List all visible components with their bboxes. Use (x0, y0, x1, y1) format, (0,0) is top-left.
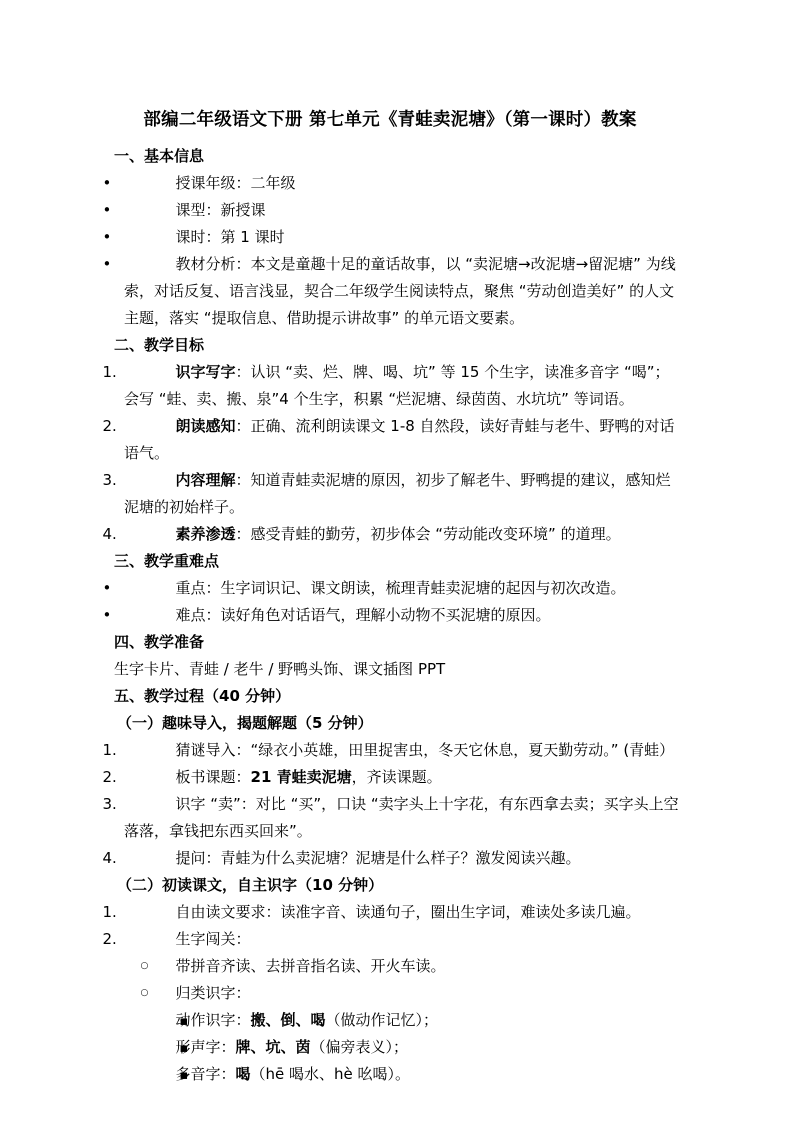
subsection-heading-part-two: （二）初读课文，自主识字（10 分钟） (117, 876, 384, 894)
objective-text: ：感受青蛙的勤劳，初步体会 “劳动能改变环境” 的道理。 (235, 525, 621, 543)
lesson-title-bold: 21 青蛙卖泥塘 (250, 768, 352, 786)
subsection-heading-part-one: （一）趣味导入，揭题解题（5 分钟） (117, 714, 373, 732)
list-number: 3. (102, 795, 117, 813)
character-group-bold: 牌、坑、茵 (235, 1038, 311, 1056)
bullet-square-icon (180, 1061, 250, 1089)
bullet-circle-icon (141, 953, 211, 983)
list-item-text: 猜谜导入：“绿衣小英雄，田里捉害虫，冬天它休息，夏天勤劳动。” (青蛙） (175, 741, 675, 759)
list-item-suffix: （偏旁表义）； (310, 1038, 409, 1056)
section-heading-preparation: 四、教学准备 (114, 633, 205, 651)
list-item-text: 难点：读好角色对话语气，理解小动物不买泥塘的原因。 (175, 606, 551, 624)
section-heading-process: 五、教学过程（40 分钟） (114, 687, 291, 705)
objective-text: ：认识 “卖、烂、牌、喝、坑” 等 15 个生字，读准多音字 “喝”；会写 “蛙、卖、搬、泉”4 个生字，积累 “烂泥塘、绿茵茵、水坑坑” 等词语。 (124, 363, 670, 408)
objective-text: ：正确、流利朗读课文 1-8 自然段，读好青蛙与老牛、野鸭的对话语气。 (124, 417, 675, 462)
section-heading-objectives: 二、教学目标 (114, 336, 205, 354)
page-title: 部编二年级语文下册 第七单元《青蛙卖泥塘》（第一课时）教案 (143, 110, 637, 130)
list-item (100, 359, 680, 413)
list-item-suffix: （hē 喝水、hè 吆喝）。 (250, 1065, 411, 1083)
list-item-text: 教材分析：本文是童趣十足的童话故事，以 “卖泥塘→改泥塘→留泥塘” 为线索，对话反复、语言浅显，契合二年级学生阅读特点，聚焦 “劳动创造美好” 的人文主题，落实 “提取信息、借助提示讲故事” 的单元语文要素。 (124, 255, 676, 327)
list-item-text: 授课年级：二年级 (175, 174, 296, 192)
list-item-prefix: 多音字： (175, 1065, 236, 1083)
list-item-text: 课时：第 1 课时 (175, 228, 285, 246)
list-number: 2. (102, 930, 117, 948)
objective-label: 朗读感知 (175, 417, 236, 435)
list-number: 2. (102, 768, 117, 786)
objective-label: 素养渗透 (175, 525, 236, 543)
character-group-bold: 搬、倒、喝 (250, 1011, 326, 1029)
list-item-text: 提问：青蛙为什么卖泥塘？泥塘是什么样子？激发阅读兴趣。 (175, 849, 581, 867)
list-item (100, 899, 680, 926)
section-heading-basic-info: 一、基本信息 (114, 147, 205, 165)
list-item (100, 251, 680, 332)
objective-label: 内容理解 (175, 471, 236, 489)
list-item (100, 467, 680, 521)
objective-label: 识字写字 (175, 363, 236, 381)
character-group-bold: 喝 (235, 1065, 251, 1083)
list-item-text: 重点：生字词识记、课文朗读，梳理青蛙卖泥塘的起因与初次改造。 (175, 579, 626, 597)
list-item (100, 980, 680, 1007)
list-item-prefix: 形声字： (175, 1038, 236, 1056)
bullet-circle-icon (141, 980, 211, 1010)
list-item-text: 带拼音齐读、去拼音指名读、开火车读。 (175, 957, 446, 975)
list-item (100, 1061, 680, 1088)
bullet-disc-icon (103, 224, 173, 251)
list-item (100, 170, 680, 197)
list-number: 1. (102, 363, 117, 381)
list-item (100, 764, 680, 791)
bullet-square-icon (180, 1034, 250, 1062)
list-item (100, 224, 680, 251)
list-item (100, 197, 680, 224)
list-item (100, 413, 680, 467)
bullet-disc-icon (103, 170, 173, 197)
preparation-materials: 生字卡片、青蛙 / 老牛 / 野鸭头饰、课文插图 PPT (114, 660, 446, 678)
list-item-text: 识字 “卖”：对比 “买”，口诀 “卖字头上十字花，有东西拿去卖；买字头上空落落，拿钱把东西买回来”。 (124, 795, 679, 840)
list-item (100, 602, 680, 629)
list-item-prefix: 板书课题： (175, 768, 251, 786)
list-number: 1. (102, 741, 117, 759)
bullet-square-icon (180, 1007, 250, 1035)
list-number: 4. (102, 525, 117, 543)
list-item (100, 737, 680, 764)
list-item-text: 自由读文要求：读准字音、读通句子，圈出生字词，难读处多读几遍。 (175, 903, 641, 921)
list-item (100, 1007, 680, 1034)
list-item (100, 575, 680, 602)
list-item (100, 1034, 680, 1061)
list-item-suffix: （做动作记忆）； (325, 1011, 439, 1029)
list-item-suffix: ，齐读课题。 (351, 768, 442, 786)
list-item-text: 归类识字： (175, 984, 251, 1002)
bullet-disc-icon (103, 602, 173, 629)
list-item-text: 课型：新授课 (175, 201, 266, 219)
bullet-disc-icon (103, 251, 173, 278)
list-number: 1. (102, 903, 117, 921)
list-item (100, 845, 680, 872)
objective-text: ：知道青蛙卖泥塘的原因，初步了解老牛、野鸭提的建议，感知烂泥塘的初始样子。 (124, 471, 671, 516)
list-number: 3. (102, 471, 117, 489)
list-item-prefix: 动作识字： (175, 1011, 251, 1029)
list-number: 4. (102, 849, 117, 867)
list-item (100, 521, 680, 548)
list-number: 2. (102, 417, 117, 435)
section-heading-key-points: 三、教学重难点 (114, 552, 220, 570)
list-item (100, 926, 680, 953)
list-item-text: 生字闯关： (175, 930, 251, 948)
bullet-disc-icon (103, 575, 173, 602)
list-item (100, 953, 680, 980)
list-item (100, 791, 680, 845)
bullet-disc-icon (103, 197, 173, 224)
